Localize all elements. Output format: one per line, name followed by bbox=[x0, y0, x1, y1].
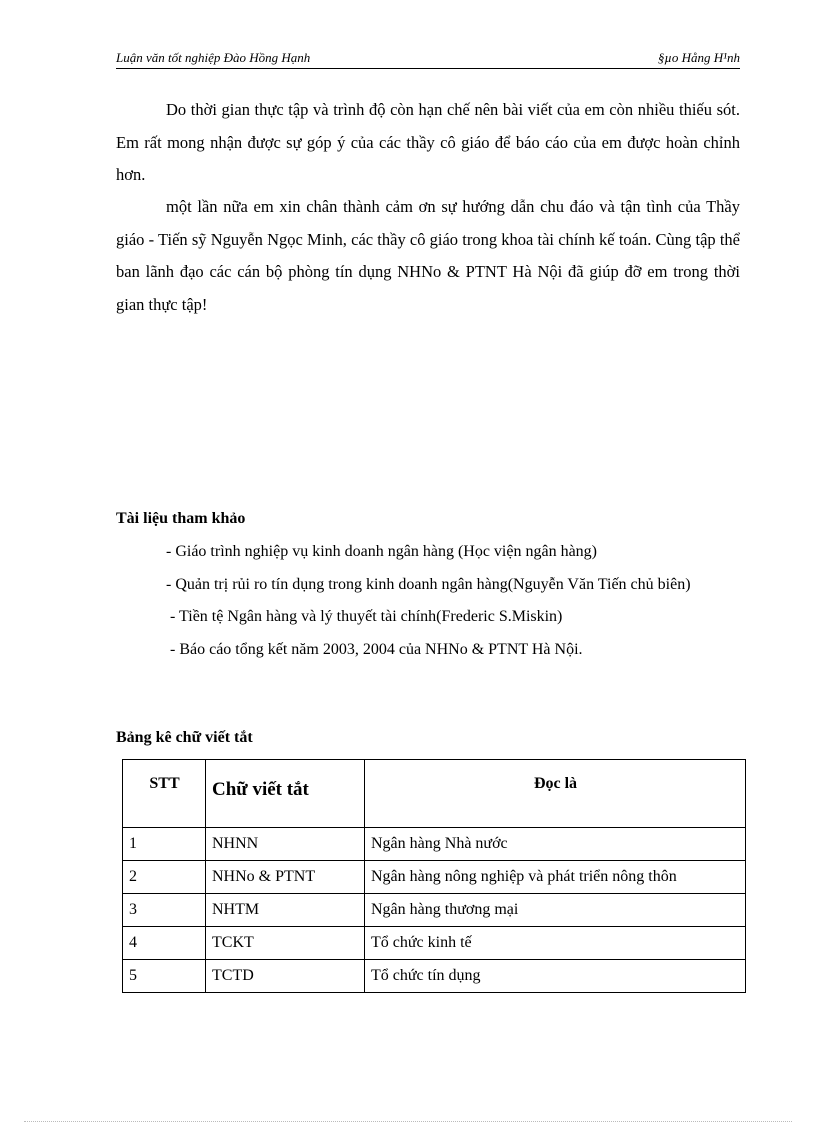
table-row bbox=[123, 960, 746, 993]
table-row bbox=[123, 828, 746, 861]
page-bottom-divider bbox=[24, 1121, 792, 1122]
cell-meaning: Ngân hàng thương mại bbox=[365, 894, 746, 927]
cell-abbreviation: NHTM bbox=[206, 894, 365, 927]
cell-meaning: Tổ chức kinh tế bbox=[365, 927, 746, 960]
closing-paragraph-1: Do thời gian thực tập và trình độ còn hạn chế nên bài viết của em còn nhiều thiếu sót. Em rất mong nhận được sự góp ý của các thầy cô giáo để báo cáo của em được hoàn chỉnh hơn. bbox=[116, 100, 740, 184]
reference-item: - Tiền tệ Ngân hàng và lý thuyết tài chính(Frederic S.Miskin) bbox=[170, 608, 563, 625]
reference-item: - Quản trị rủi ro tín dụng trong kinh doanh ngân hàng(Nguyễn Văn Tiến chủ biên) bbox=[166, 575, 691, 593]
reference-item: - Báo cáo tổng kết năm 2003, 2004 của NHNo & PTNT Hà Nội. bbox=[170, 640, 583, 658]
header-meaning: Đọc là bbox=[365, 760, 746, 828]
cell-abbreviation: NHNN bbox=[206, 828, 365, 861]
abbreviations-title: Bảng kê chữ viết tắt bbox=[116, 729, 253, 746]
header-stt: STT bbox=[123, 760, 206, 828]
cell-stt: 4 bbox=[123, 927, 206, 960]
header-abbreviation: Chữ viết tắt bbox=[206, 760, 365, 828]
references-title: Tài liệu tham khảo bbox=[116, 510, 246, 527]
cell-meaning: Ngân hàng Nhà nước bbox=[365, 828, 746, 861]
cell-stt: 5 bbox=[123, 960, 206, 993]
cell-stt: 3 bbox=[123, 894, 206, 927]
references-list bbox=[116, 536, 740, 666]
cell-abbreviation: TCKT bbox=[206, 927, 365, 960]
cell-abbreviation: NHNo & PTNT bbox=[206, 861, 365, 894]
abbreviations-table bbox=[122, 759, 746, 993]
closing-paragraph-2: một lần nữa em xin chân thành cảm ơn sự hướng dẫn chu đáo và tận tình của Thầy giáo - Tiến sỹ Nguyễn Ngọc Minh, các thầy cô giáo trong khoa tài chính kế toán. Cùng tập thể ban lãnh đạo các cán bộ phòng tín dụng NHNo & PTNT Hà Nội đã giúp đỡ em trong thời gian thực tập! bbox=[116, 197, 740, 314]
cell-meaning: Tổ chức tín dụng bbox=[365, 960, 746, 993]
cell-meaning: Ngân hàng nông nghiệp và phát triển nông thôn bbox=[365, 861, 746, 894]
table-header-row bbox=[123, 760, 746, 828]
page-header bbox=[116, 48, 740, 69]
table-row bbox=[123, 861, 746, 894]
cell-abbreviation: TCTD bbox=[206, 960, 365, 993]
cell-stt: 2 bbox=[123, 861, 206, 894]
cell-stt: 1 bbox=[123, 828, 206, 861]
header-left-text: Luận văn tốt nghiệp Đào Hồng Hạnh bbox=[116, 50, 311, 65]
table-row bbox=[123, 894, 746, 927]
reference-item: - Giáo trình nghiệp vụ kinh doanh ngân hàng (Học viện ngân hàng) bbox=[166, 543, 598, 560]
header-right-text: §µo Hång H¹nh bbox=[657, 50, 740, 65]
table-row bbox=[123, 927, 746, 960]
